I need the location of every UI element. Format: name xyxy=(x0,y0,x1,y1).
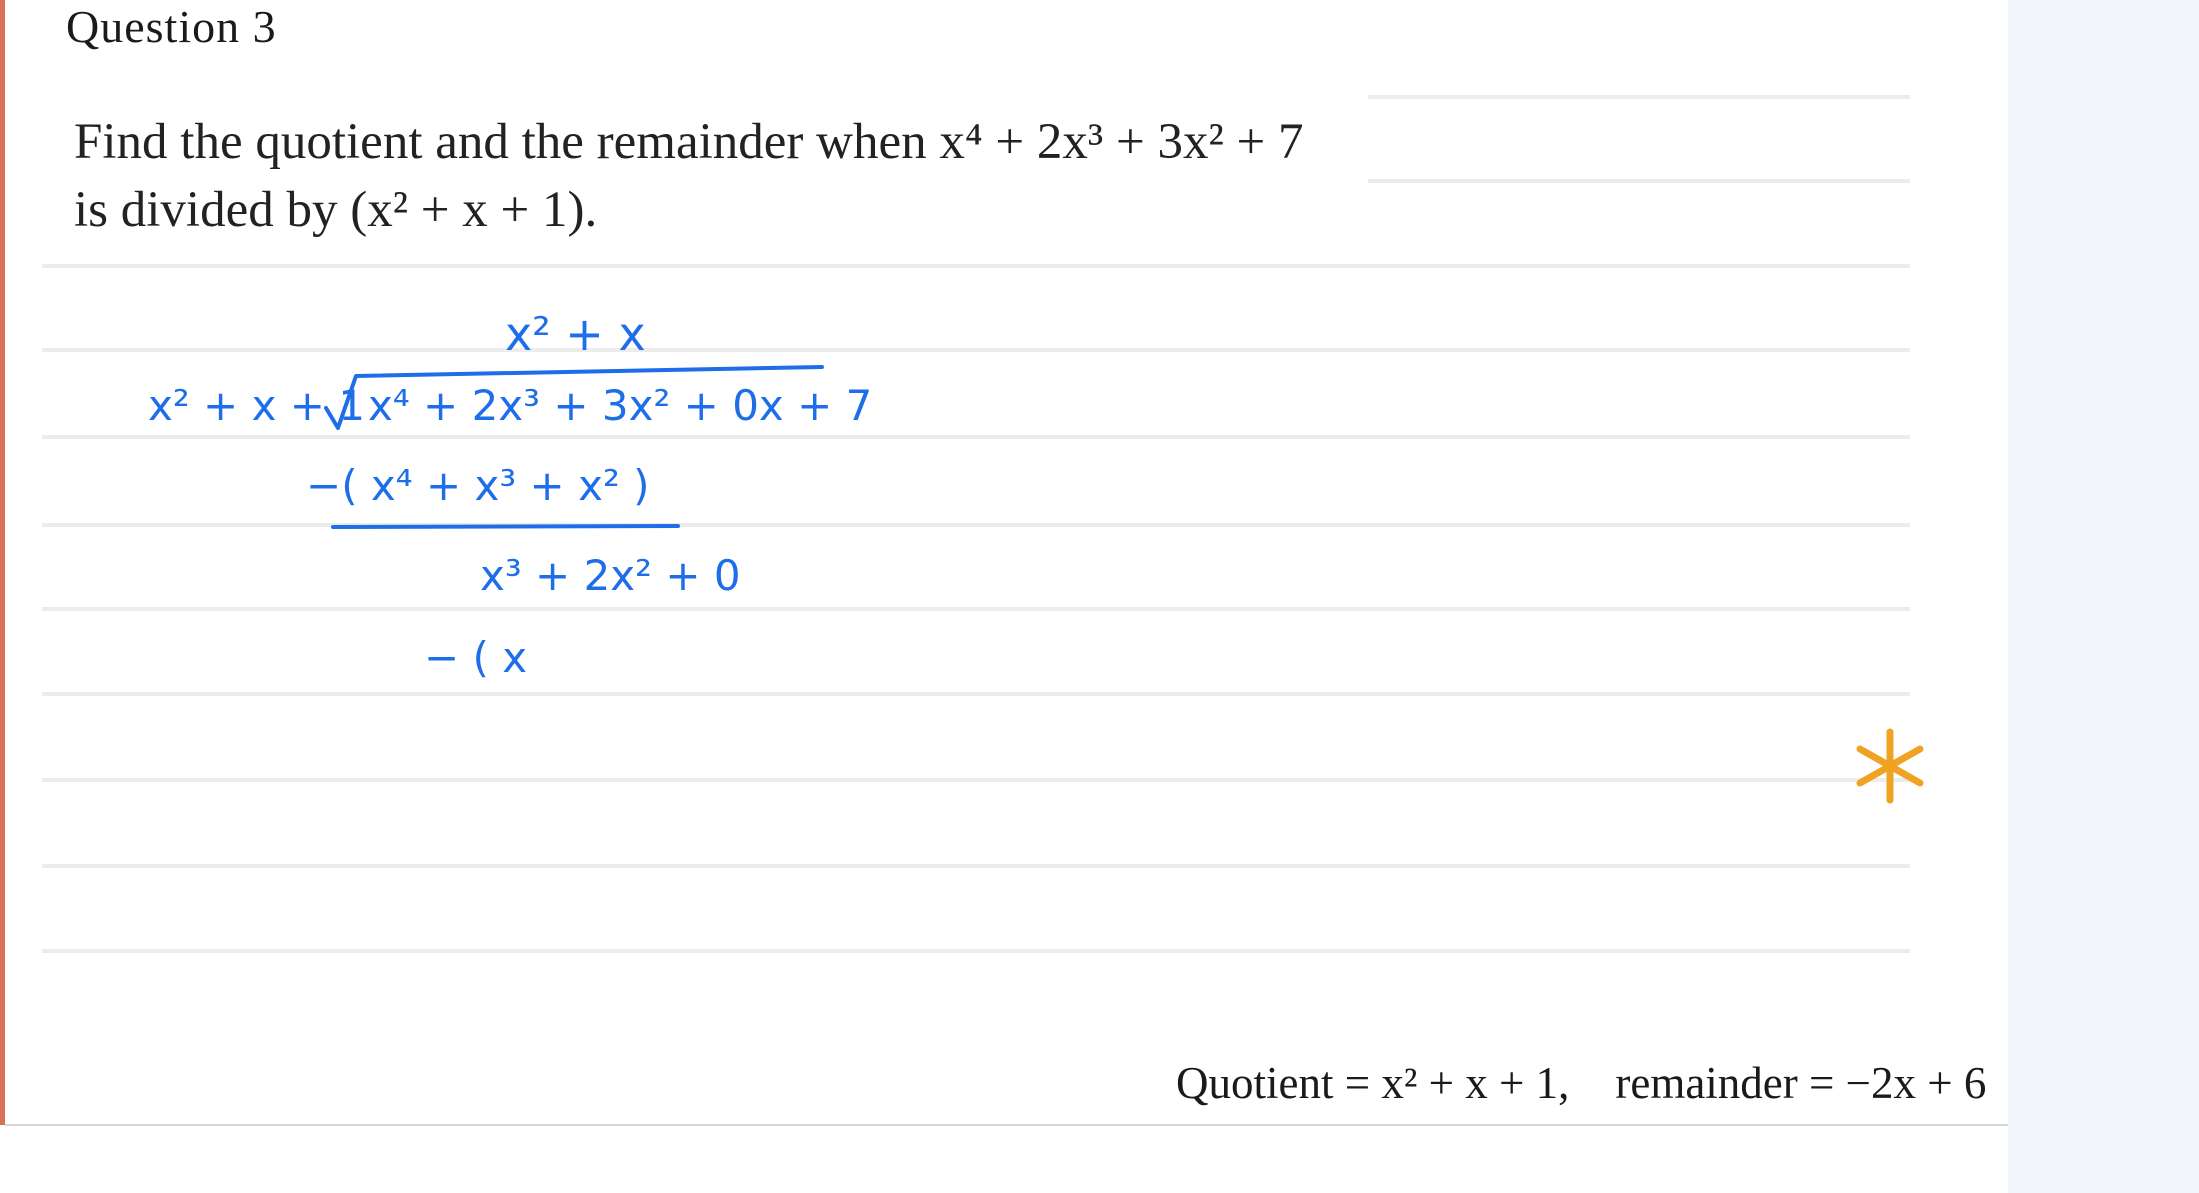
hw-quotient: x² + x xyxy=(505,307,646,361)
answer-quotient: Quotient = x² + x + 1, xyxy=(1176,1058,1570,1108)
hw-dividend: x⁴ + 2x³ + 3x² + 0x + 7 xyxy=(368,381,873,430)
bottom-blank-area xyxy=(0,1126,2008,1193)
question-title: Question 3 xyxy=(66,1,277,52)
answer-remainder: remainder = −2x + 6 xyxy=(1615,1058,1987,1108)
hw-subtract-1: −( x⁴ + x³ + x² ) xyxy=(306,461,650,510)
handwritten-long-division xyxy=(0,0,900,720)
final-answer xyxy=(1176,1057,1986,1109)
hw-divisor: x² + x + 1 xyxy=(148,381,366,430)
prompt-line-1: Find the quotient and the remainder when x⁴ + 2x³ + 3x² + 7 xyxy=(74,114,1304,170)
asterisk-star-icon xyxy=(1850,726,1930,806)
hw-subtraction-rule xyxy=(333,526,678,527)
hw-remainder-1: x³ + 2x² + 0 xyxy=(480,551,741,600)
prompt-line-2: is divided by (x² + x + 1). xyxy=(74,182,598,238)
right-side-panel xyxy=(2008,0,2199,1193)
hw-subtract-2: − ( x xyxy=(424,633,528,682)
